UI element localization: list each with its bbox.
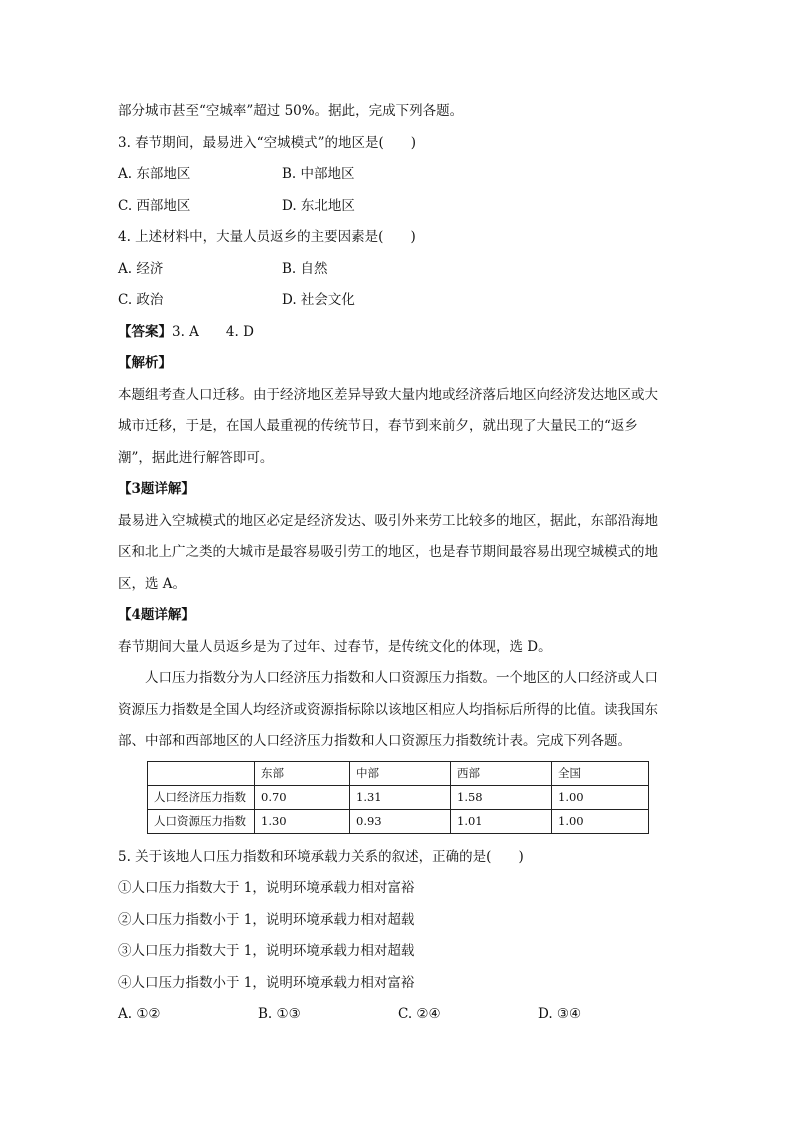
table-header-cell	[148, 761, 255, 785]
document-page	[118, 96, 678, 1031]
table-cell: 1.00	[552, 785, 649, 809]
answer-text: 3. A 4. D	[172, 323, 254, 340]
question-5-options-row	[118, 999, 678, 1031]
table-cell: 1.30	[255, 809, 350, 833]
question-3-stem: 3. 春节期间，最易进入“空城模式”的地区是( )	[118, 134, 417, 151]
analysis-text-line-3: 潮”，据此进行解答即可。	[118, 449, 274, 466]
question-5-option-c: C. ②④	[398, 1006, 441, 1022]
table-cell: 1.58	[451, 785, 552, 809]
question-4-option-d: D. 社会文化	[282, 292, 355, 308]
question-5-statement-2: ②人口压力指数小于 1，说明环境承载力相对超载	[118, 911, 415, 928]
question-4-option-c: C. 政治	[118, 292, 164, 308]
question-4-detail-line-1: 春节期间大量人员返乡是为了过年、过春节，是传统文化的体现，选 D。	[118, 638, 552, 655]
question-3-options-row-1	[118, 159, 678, 191]
table-header-cell: 中部	[350, 761, 451, 785]
table-cell: 人口经济压力指数	[148, 785, 255, 809]
table-header-row	[148, 761, 649, 785]
question-5-option-b: B. ①③	[258, 1006, 301, 1022]
question-5-option-a: A. ①②	[118, 1006, 161, 1022]
material-line-2: 资源压力指数是全国人均经济或资源指标除以该地区相应人均指标后所得的比值。读我国东	[118, 701, 658, 718]
answer-label: 【答案】	[118, 323, 172, 340]
table-cell: 1.01	[451, 809, 552, 833]
question-4-option-b: B. 自然	[282, 260, 328, 277]
table-row	[148, 809, 649, 833]
table-row	[148, 785, 649, 809]
question-5-statement-1: ①人口压力指数大于 1，说明环境承载力相对富裕	[118, 880, 415, 896]
question-5-stem: 5. 关于该地人口压力指数和环境承载力关系的叙述，正确的是( )	[118, 848, 524, 865]
question-4-options-row-2	[118, 285, 678, 317]
table-cell: 0.93	[350, 809, 451, 833]
question-4-detail-label: 【4题详解】	[118, 607, 195, 623]
question-4-stem: 4. 上述材料中，大量人员返乡的主要因素是( )	[118, 229, 416, 245]
question-3-detail-label: 【3题详解】	[118, 481, 195, 497]
question-3-detail-line-1: 最易进入空城模式的地区必定是经济发达、吸引外来劳工比较多的地区，据此，东部沿海地	[118, 512, 658, 529]
question-4-options-row-1	[118, 254, 678, 286]
table-cell: 人口资源压力指数	[148, 809, 255, 833]
question-5-statement-4: ④人口压力指数小于 1，说明环境承载力相对富裕	[118, 974, 415, 991]
table-header-cell: 全国	[552, 761, 649, 785]
material-line-1: 人口压力指数分为人口经济压力指数和人口资源压力指数。一个地区的人口经济或人口	[145, 670, 658, 686]
pressure-index-table	[147, 761, 649, 834]
table-cell: 0.70	[255, 785, 350, 809]
question-3-option-a: A. 东部地区	[118, 166, 191, 182]
question-4-option-a: A. 经济	[118, 260, 164, 277]
answer-line	[118, 317, 678, 349]
analysis-label: 【解析】	[118, 355, 172, 371]
question-3-option-b: B. 中部地区	[282, 166, 355, 182]
question-3-detail-line-2: 区和北上广之类的大城市是最容易吸引劳工的地区，也是春节期间最容易出现空城模式的地	[118, 544, 658, 560]
table-header-cell: 西部	[451, 761, 552, 785]
table-cell: 1.00	[552, 809, 649, 833]
question-3-option-c: C. 西部地区	[118, 197, 191, 214]
question-3-options-row-2	[118, 191, 678, 223]
table-cell: 1.31	[350, 785, 451, 809]
question-5-option-d: D. ③④	[538, 1006, 582, 1022]
intro-line: 部分城市甚至“空城率”超过 50%。据此，完成下列各题。	[118, 103, 464, 119]
question-3-option-d: D. 东北地区	[282, 197, 355, 214]
material-line-3: 部、中部和西部地区的人口经济压力指数和人口资源压力指数统计表。完成下列各题。	[118, 733, 631, 749]
analysis-text-line-2: 城市迁移，于是，在国人最重视的传统节日，春节到来前夕，就出现了大量民工的“返乡	[118, 418, 638, 434]
question-3-detail-line-3: 区，选 A。	[118, 575, 187, 592]
table-header-cell: 东部	[255, 761, 350, 785]
question-5-statement-3: ③人口压力指数大于 1，说明环境承载力相对超载	[118, 943, 415, 959]
analysis-text-line-1: 本题组考查人口迁移。由于经济地区差异导致大量内地或经济落后地区向经济发达地区或大	[118, 386, 658, 403]
